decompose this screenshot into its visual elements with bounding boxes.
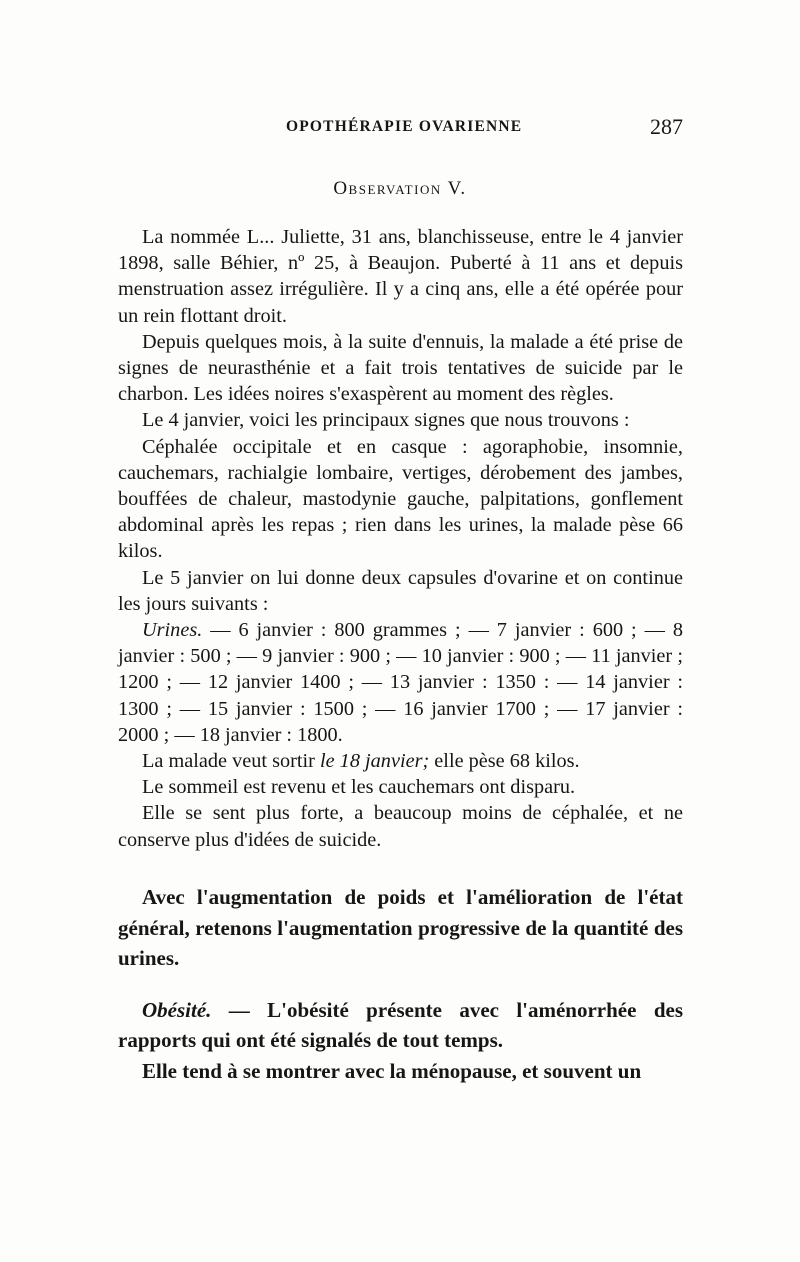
paragraph: Le 5 janvier on lui donne deux capsules d'ovarine et on continue les jours suivants : <box>118 566 683 615</box>
paragraph: Elle se sent plus forte, a beaucoup moins de céphalée, et ne conserve plus d'idées de suicide. <box>118 802 683 851</box>
italic-date: le 18 janvier; <box>319 750 430 773</box>
obesite-label: Obésité. <box>142 997 212 1022</box>
paragraph <box>118 748 683 774</box>
running-title: OPOTHÉRAPIE OVARIENNE <box>286 118 523 135</box>
paragraph: Céphalée occipitale et en casque : agoraphobie, insomnie, cauchemars, rachialgie lombaire, vertiges, dérobement des jambes, bouffées de chaleur, mastodynie gauche, palpitations, gonflement abdominal après les repas ; rien dans les urines, la malade pèse 66 kilos. <box>118 435 683 563</box>
obesite-text: — L'obésité présente avec l'aménorrhée des rapports qui ont été signalés de tout temps. <box>118 997 683 1052</box>
observation-text <box>118 224 683 853</box>
commentary-text <box>118 882 683 1086</box>
paragraph: Le 4 janvier, voici les principaux signes que nous trouvons : <box>142 409 630 432</box>
urines-text: — 6 janvier : 800 grammes ; — 7 janvier : 600 ; — 8 janvier : 500 ; — 9 janvier : 900 ; — 10 janvier : 900 ; — 11 janvier ; 1200 ; — 12 janvier 1400 ; — 13 janvier : 1350 : — 14 janvier : 1300 ; — 15 janvier : 1500 ; — 16 janvier 1700 ; — 17 janvier : 2000 ; — 18 janvier : 1800. <box>118 619 683 746</box>
observation-title: Observation V. <box>333 178 467 199</box>
paragraph: Avec l'augmentation de poids et l'amélioration de l'état général, retenons l'augmentation progressive de la quantité des urines. <box>118 885 683 970</box>
paragraph: Depuis quelques mois, à la suite d'ennuis, la malade a été prise de signes de neurasthénie et a fait trois tentatives de suicide par le charbon. Les idées noires s'exaspèrent au moment des règles. <box>118 330 683 406</box>
paragraph-urines <box>118 617 683 748</box>
urines-label: Urines. <box>142 619 203 642</box>
running-head <box>118 114 683 144</box>
paragraph: Le sommeil est revenu et les cauchemars ont disparu. <box>142 776 576 799</box>
paragraph-obesite <box>118 995 683 1056</box>
paragraph: Elle tend à se montrer avec la ménopause, et souvent un <box>142 1058 642 1083</box>
page-number: 287 <box>650 114 683 139</box>
text-span: La malade veut sortir <box>142 750 320 773</box>
text-span: elle pèse 68 kilos. <box>429 750 580 773</box>
paragraph: La nommée L... Juliette, 31 ans, blanchisseuse, entre le 4 janvier 1898, salle Béhier, nº 25, à Beaujon. Puberté à 11 ans et depuis menstruation assez irrégulière. Il y a cinq ans, elle a été opérée pour un rein flottant droit. <box>118 226 683 327</box>
